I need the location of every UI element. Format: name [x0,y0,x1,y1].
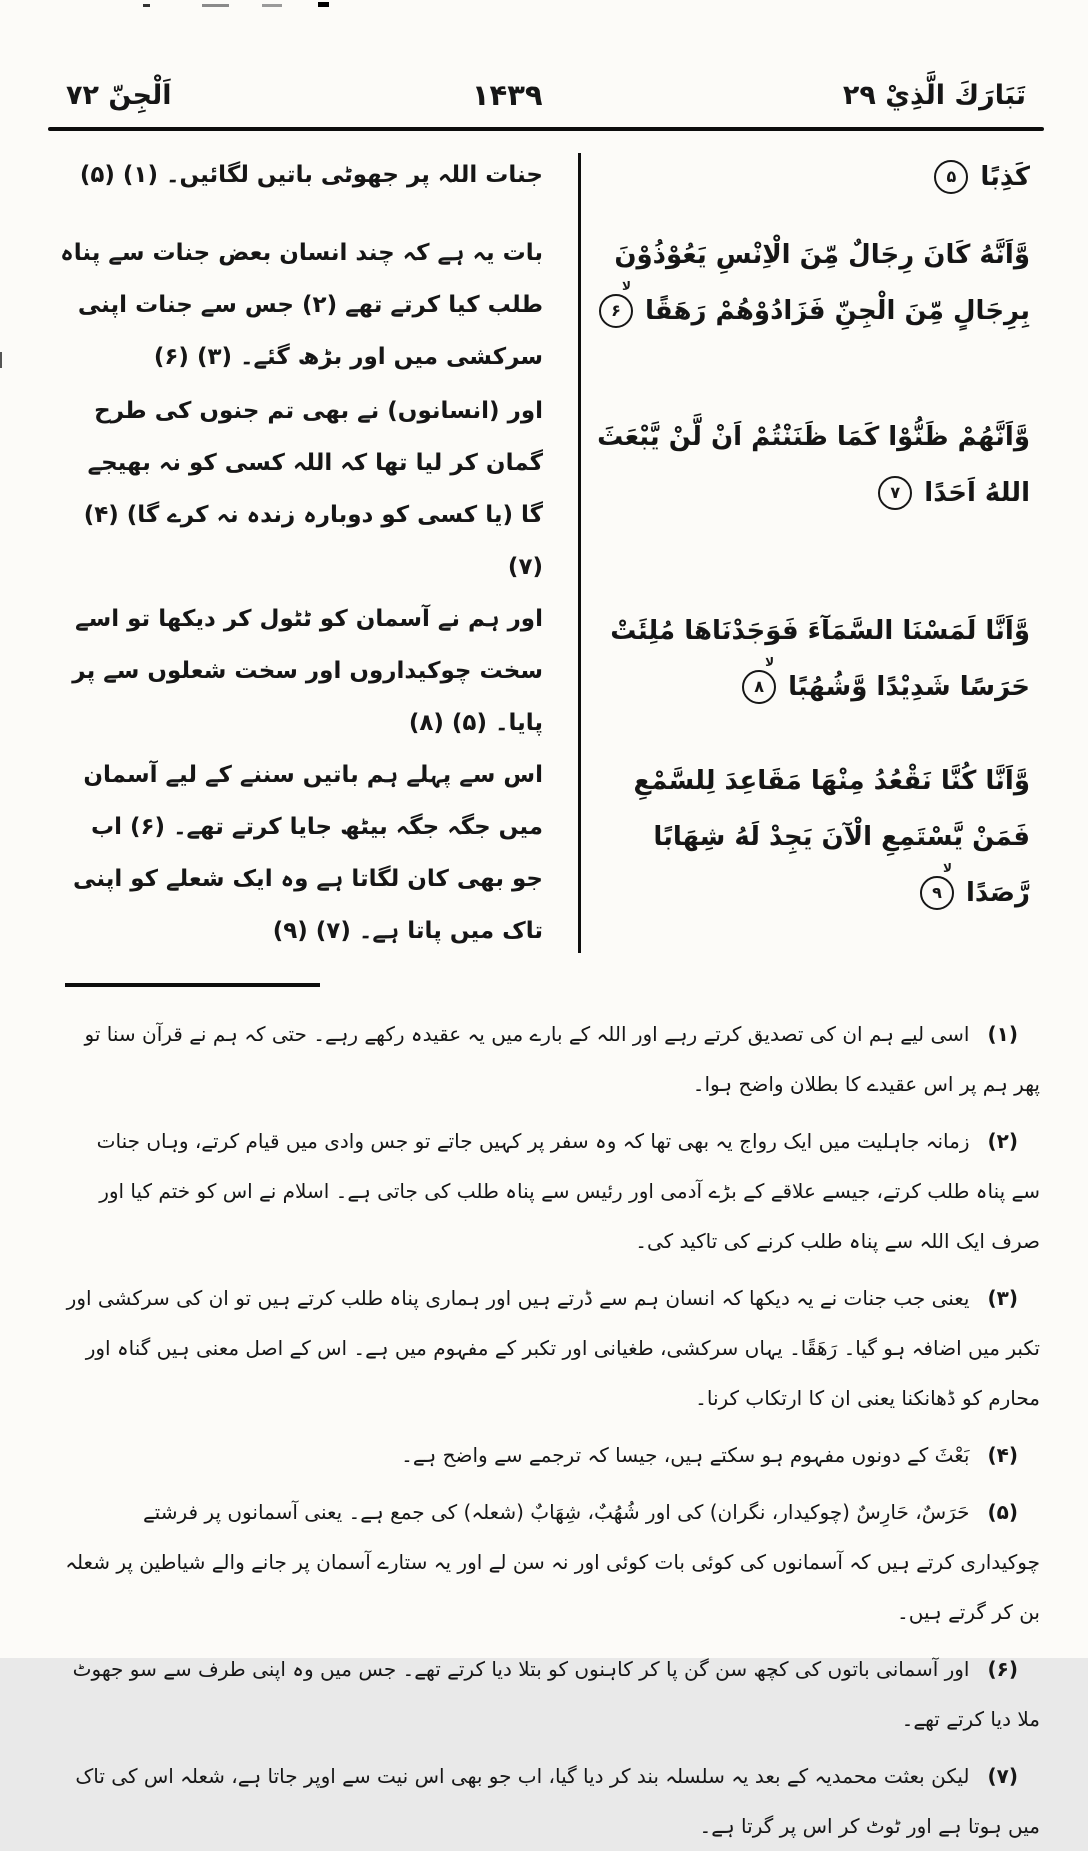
footnote-text: یعنی جب جنات نے یہ دیکھا کہ انسان ہم سے ڈرتے ہیں اور ہماری پناہ طلب کرتے ہیں تو ان کی سرکشی اور تکبر میں اضافہ ہو گیا۔ رَهَقًا۔ یہاں سرکشی، طغیانی اور تکبر کے مفہوم میں ہے۔ اس کے اصل معنی ہیں گناہ اور محارم کو ڈھانکنا یعنی ان کا ارتکاب کرنا۔ [66,1285,1040,1410]
footnote [65,1751,1040,1851]
footnote [65,1430,1040,1480]
arabic-verse-text: وَّاَنَّهُ كَانَ رِجَالٌ مِّنَ الْاِنْسِ يَعُوْذُوْنَ بِرِجَالٍ مِّنَ الْجِنِّ فَزَادُوْهُمْ رَهَقًا [614,239,1030,326]
footnote-text: حَرَسٌ، حَارِسٌ (چوکیدار، نگران) کی اور شُهُبٌ، شِهَابٌ (شعلہ) کی جمع ہے۔ یعنی آسمانوں پر فرشتے چوکیداری کرتے ہیں کہ آسمانوں کی کوئی بات کوئی اور نہ سن لے اور یہ ستارے آسمان پر جانے والے شیاطین پر شعلہ بن کر گرتے ہیں۔ [65,1499,1040,1624]
arabic-verse-text: وَّاَنَّهُمْ ظَنُّوْا كَمَا ظَنَنْتُمْ اَنْ لَّنْ يَّبْعَثَ اللهُ اَحَدًا [597,421,1030,508]
ayah-end-marker [920,861,954,910]
scan-artifact [143,4,150,7]
footnote-number: (۷) [987,1763,1018,1788]
arabic-verse [595,385,1030,593]
scan-artifact [318,2,329,7]
footnote-number: (۶) [987,1656,1018,1681]
footnote-text: بَعْثَ کے دونوں مفہوم ہو سکتے ہیں، جیسا کہ ترجمے سے واضح ہے۔ [401,1442,970,1467]
arabic-verse [595,749,1030,957]
ayah-pause-mark: لا [765,655,775,670]
arabic-verse [595,227,1030,385]
verses-section [0,131,1088,957]
scan-artifact [202,4,229,7]
ayah-end-marker [934,160,968,194]
footnote-number: (۵) [987,1499,1018,1524]
verse-row [60,149,1030,227]
footnote-text: لیکن بعثت محمدیہ کے بعد یہ سلسلہ بند کر دیا گیا، اب جو بھی اس نیت سے اوپر جاتا ہے، شعلہ اس کی تاک میں ہوتا ہے اور ٹوٹ کر اس پر گرتا ہے۔ [75,1763,1040,1838]
verse-rows [60,149,1030,957]
footnote [65,1487,1040,1637]
footnote-number: (۴) [987,1442,1018,1467]
verse-row [60,227,1030,385]
urdu-translation: اور ہم نے آسمان کو ٹٹول کر دیکھا تو اسے سخت چوکیداروں اور سخت شعلوں سے پر پایا۔ (۵) (۸) [72,605,543,736]
ayah-end-marker [742,655,776,704]
arabic-verse-text: وَّاَنَّا لَمَسْنَا السَّمَآءَ فَوَجَدْنَاهَا مُلِئَتْ حَرَسًا شَدِيْدًا وَّشُهُبًا [610,615,1030,702]
ayah-pause-mark: لا [943,861,952,876]
footnotes-section [0,987,1088,1851]
footnote-text: اسی لیے ہم ان کی تصدیق کرتے رہے اور اللہ کے بارے میں یہ عقیدہ رکھے رہے۔ حتی کہ ہم نے قرآن سنا تو پھر ہم پر اس عقیدے کا بطلان واضح ہوا۔ [84,1021,1040,1096]
urdu-translation: بات یہ ہے کہ چند انسان بعض جنات سے پناہ طلب کیا کرتے تھے (۲) جس سے جنات اپنی سرکشی میں اور بڑھ گئے۔ (۳) (۶) [60,239,543,370]
footnote-number: (۳) [987,1285,1018,1310]
ayah-end-marker [878,476,912,510]
footnote [65,1116,1040,1266]
juz-name-label: تَبَارَكَ الَّذِيْ ۲۹ [842,80,1026,112]
ayah-pause-mark: لا [622,279,631,294]
footnote [65,1644,1040,1744]
column-divider [578,153,581,953]
page-header [0,0,1088,113]
page-number: ۱۴۳۹ [471,78,543,112]
ayah-number: ۸ [754,677,764,697]
ayah-number: ۶ [611,301,621,321]
ayah-number: ۹ [932,883,942,903]
footnote-text: زمانہ جاہلیت میں ایک رواج یہ بھی تھا کہ وہ سفر پر کہیں جاتے تو جس وادی میں قیام کرتے، وہاں جنات سے پناہ طلب کرتے، جیسے علاقے کے بڑے آدمی اور رئیس سے پناہ طلب کی جاتی ہے۔ اسلام نے اس کو ختم کیا اور صرف ایک اللہ سے پناہ طلب کرنے کی تاکید کی۔ [96,1128,1040,1253]
footnote-number: (۱) [987,1021,1018,1046]
footnote [65,1009,1040,1109]
scan-artifact [262,4,282,7]
urdu-translation: اس سے پہلے ہم باتیں سننے کے لیے آسمان میں جگہ جگہ بیٹھ جایا کرتے تھے۔ (۶) اب جو بھی کان لگاتا ہے وہ ایک شعلے کو اپنی تاک میں پاتا ہے۔ (۷) (۹) [73,761,543,944]
footnote [65,1273,1040,1423]
verse-row [60,749,1030,957]
arabic-verse [595,593,1030,749]
urdu-translation: اور (انسانوں) نے بھی تم جنوں کی طرح گمان کر لیا تھا کہ اللہ کسی کو نہ بھیجے گا (یا کسی کو دوبارہ زندہ نہ کرے گا) (۴) (۷) [83,397,543,580]
ayah-number: ۵ [946,167,957,187]
urdu-translation: جنات اللہ پر جھوٹی باتیں لگائیں۔ (۱) (۵) [79,161,543,188]
verse-row [60,593,1030,749]
verse-row [60,385,1030,593]
arabic-verse-text: كَذِبًا [980,161,1030,192]
footnote-number: (۲) [987,1128,1018,1153]
surah-name-label: اَلْجِنّ ۷۲ [66,80,172,112]
ayah-end-marker [599,279,633,328]
ayah-number: ۷ [890,483,901,503]
arabic-verse-text: وَّاَنَّا كُنَّا نَقْعُدُ مِنْهَا مَقَاعِدَ لِلسَّمْعِ فَمَنْ يَّسْتَمِعِ الْآنَ يَجِدْ لَهُ شِهَابًا رَّصَدًا [633,765,1030,908]
arabic-verse [595,149,1030,227]
footnote-text: اور آسمانی باتوں کی کچھ سن گن پا کر کاہنوں کو بتلا دیا کرتے تھے۔ جس میں وہ اپنی طرف سے سو جھوٹ ملا دیا کرتے تھے۔ [72,1656,1040,1731]
